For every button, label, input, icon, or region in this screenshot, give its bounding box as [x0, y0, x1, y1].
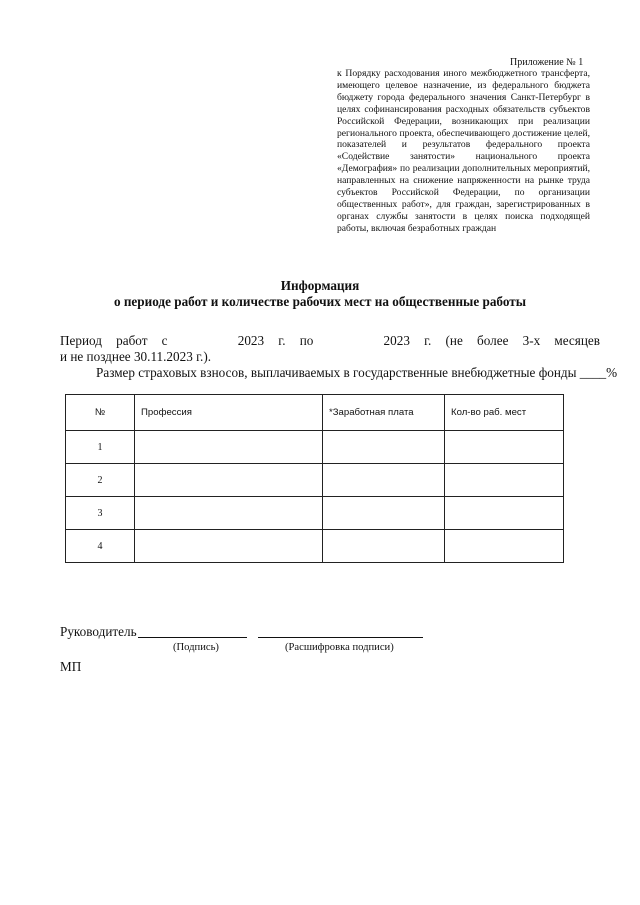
row-number: 4 [66, 530, 135, 563]
header-job-count: Кол-во раб. мест [445, 395, 564, 431]
period-line2: и не позднее 30.11.2023 г.). [60, 349, 212, 364]
salary-cell[interactable] [323, 431, 445, 464]
period-word: (не [445, 333, 463, 348]
period-word: 3-х [522, 333, 541, 348]
signature-decode-line[interactable] [258, 637, 423, 638]
appendix-title: Приложение № 1 [510, 57, 584, 68]
heading-line2: о периоде работ и количестве рабочих мест на общественные работы [113, 294, 527, 309]
row-number: 1 [66, 431, 135, 464]
row-number: 2 [66, 464, 135, 497]
table-row [66, 497, 564, 530]
profession-cell[interactable] [135, 431, 323, 464]
signature-label: Руководитель [60, 624, 137, 639]
signature-line[interactable] [138, 637, 247, 638]
period-word: г. [424, 333, 432, 348]
header-number: № [66, 395, 135, 431]
table-row [66, 464, 564, 497]
period-word: с [161, 333, 168, 348]
profession-cell[interactable] [135, 464, 323, 497]
job-count-cell[interactable] [445, 431, 564, 464]
table-header-row [66, 395, 564, 431]
period-word: месяцев [554, 333, 600, 348]
header-profession: Профессия [135, 395, 323, 431]
period-word: работ [116, 333, 148, 348]
signature-decode-caption: (Расшифровка подписи) [285, 642, 394, 653]
job-count-cell[interactable] [445, 497, 564, 530]
salary-cell[interactable] [323, 497, 445, 530]
period-word: Период [60, 333, 102, 348]
signature-caption: (Подпись) [173, 642, 219, 653]
table-row [66, 530, 564, 563]
jobs-table [65, 394, 564, 563]
job-count-cell[interactable] [445, 530, 564, 563]
period-word: 2023 [383, 333, 410, 348]
salary-cell[interactable] [323, 530, 445, 563]
table-row [66, 431, 564, 464]
job-count-cell[interactable] [445, 464, 564, 497]
salary-cell[interactable] [323, 464, 445, 497]
row-number: 3 [66, 497, 135, 530]
header-salary: *Заработная плата [323, 395, 445, 431]
profession-cell[interactable] [135, 530, 323, 563]
profession-cell[interactable] [135, 497, 323, 530]
period-line [60, 333, 600, 349]
seal-label: МП [60, 659, 82, 674]
period-word: по [299, 333, 314, 348]
insurance-line: Размер страховых взносов, выплачиваемых в государственные внебюджетные фонды ____% [96, 365, 618, 380]
appendix-text: к Порядку расходования иного межбюджетного трансферта, имеющего целевое назначение, из федерального бюджета бюджету города федерального значения Санкт-Петербург в целях софинансирования расходных обязательств субъектов Российской Федерации, возникающих при реализации регионального проекта, обеспечивающего достижение целей, показателей и результатов федерального проекта «Содействие занятости» национального проекта «Демография» по реализации дополнительных мероприятий, направленных на снижение напряженности на рынке труда субъектов Российской Федерации, по организации общественных работ», для граждан, зарегистрированных в органах службы занятости в целях поиска подходящей работы, включая безработных граждан [337, 68, 590, 234]
heading-line1: Информация [280, 278, 360, 293]
period-word: г. [278, 333, 286, 348]
period-word: более [477, 333, 509, 348]
period-word: 2023 [237, 333, 265, 348]
